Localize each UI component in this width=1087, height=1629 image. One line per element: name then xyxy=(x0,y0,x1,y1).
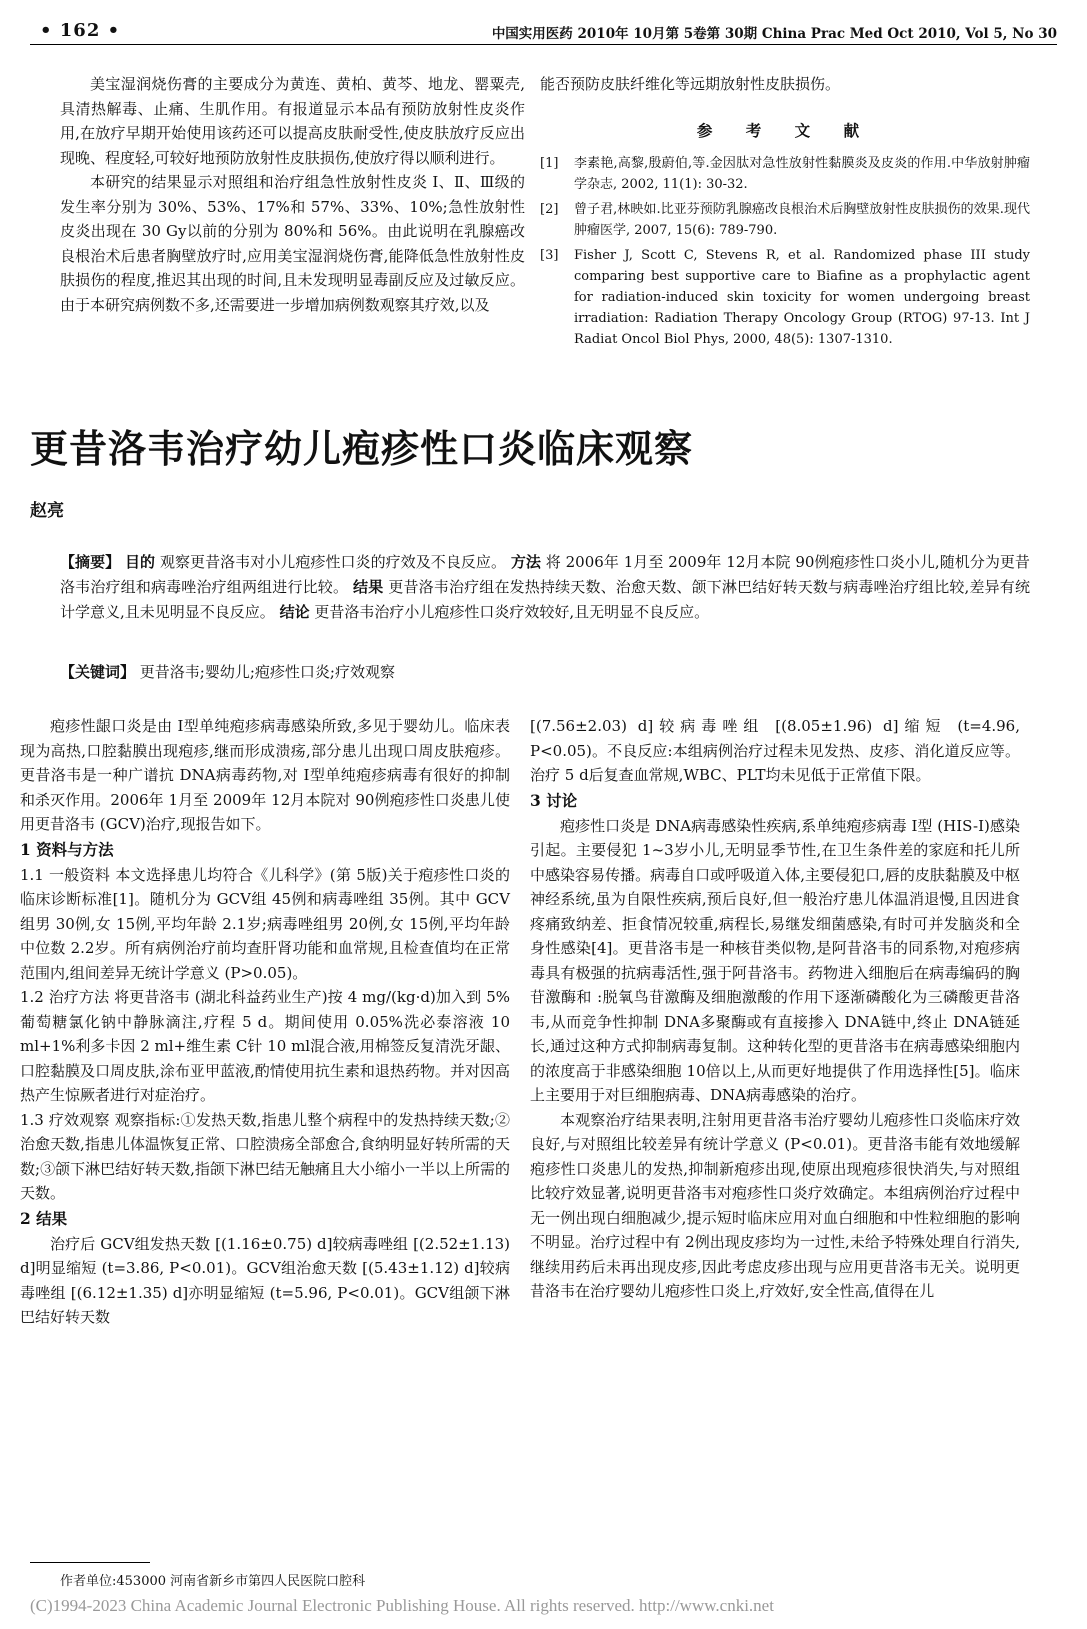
reference-number: [3] xyxy=(540,248,559,263)
abstract-text: 更昔洛韦治疗小儿疱疹性口炎疗效较好,且无明显不良反应。 xyxy=(314,603,710,621)
abstract xyxy=(60,550,1030,625)
prev-paragraph: 本研究的结果显示对照组和治疗组急性放射性皮炎 Ⅰ、Ⅱ、Ⅲ级的发生率分别为 30%、53%、17%和 57%、33%、10%;急性放射性皮炎出现在 30 Gy以前的分别为 80%和 56%。由此说明在乳腺癌改良根治术后患者胸壁放疗时,应用美宝湿润烧伤膏,能降低急性放射性皮肤损伤的程度,推迟其出现的时间,且未发现明显毒副反应及过敏反应。由于本研究病例数不多,还需要进一步增加病例数观察其疗效,以及 xyxy=(60,173,525,314)
body-paragraph: 1.2 治疗方法 将更昔洛韦 (湖北科益药业生产)按 4 mg/(kg·d)加入到 5%葡萄糖氯化钠中静脉滴注,疗程 5 d。期间使用 0.05%洗必泰溶液 10 ml+1%利多卡因 2 ml+维生素 C针 10 ml混合液,用棉签反复清洗牙龈、口腔黏膜及口周皮肤,涂布亚甲蓝液,酌情使用抗生素和退热药物。并对因高热产生惊厥者进行对症治疗。 xyxy=(20,988,510,1104)
body-paragraph: 1.3 疗效观察 观察指标:①发热天数,指患儿整个病程中的发热持续天数;②治愈天数,指患儿体温恢复正常、口腔溃疡全部愈合,食纳明显好转所需的天数;③颌下淋巴结好转天数,指颌下淋巴结无触痛且大小缩小一半以上所需的天数。 xyxy=(20,1110,510,1202)
prev-article-left-column xyxy=(60,72,525,317)
body-paragraph: 治疗后 GCV组发热天数 [(1.16±0.75) d]较病毒唑组 [(2.52±1.13) d]明显缩短 (t=3.86, P<0.01)。GCV组治愈天数 [(5.43±1.12) d]较病毒唑组 [(6.12±1.35) d]亦明显缩短 (t=5.96, P<0.01)。GCV组颌下淋巴结好转天数 xyxy=(20,1234,510,1326)
author-affiliation-footnote: 作者单位:453000 河南省新乡市第四人民医院口腔科 xyxy=(60,1574,366,1589)
body-paragraph: 疱疹性龈口炎是由 Ⅰ型单纯疱疹病毒感染所致,多见于婴幼儿。临床表现为高热,口腔黏膜出现疱疹,继而形成溃疡,部分患儿出现口周皮肤疱疹。更昔洛韦是一种广谱抗 DNA病毒药物,对 Ⅰ型单纯疱疹病毒有很好的抑制和杀灭作用。2006年 1月至 2009年 12月本院对 90例疱疹性口炎患儿使用更昔洛韦 (GCV)治疗,现报告如下。 xyxy=(20,717,510,833)
reference-text: 李素艳,高黎,殷蔚伯,等.金因肽对急性放射性黏膜炎及皮炎的作用.中华放射肿瘤学杂志, 2002, 11(1): 30-32. xyxy=(574,156,1030,192)
abstract-section-label: 方法 xyxy=(510,553,541,571)
reference-item xyxy=(540,199,1030,241)
section-heading: 3 讨论 xyxy=(530,790,578,810)
abstract-text: 更昔洛韦治疗组在发热持续天数、治愈天数、颌下淋巴结好转天数与病毒唑治疗组比较,差异有统计学意义,且未见明显不良反应。 xyxy=(60,578,1030,621)
article-title: 更昔洛韦治疗幼儿疱疹性口炎临床观察 xyxy=(30,427,694,471)
keywords xyxy=(60,660,1030,685)
footnote-divider xyxy=(30,1562,150,1563)
references-heading: 参 考 文 献 xyxy=(696,120,874,140)
body-paragraph: 本观察治疗结果表明,注射用更昔洛韦治疗婴幼儿疱疹性口炎临床疗效良好,与对照组比较差异有统计学意义 (P<0.01)。更昔洛韦能有效地缓解疱疹性口炎患儿的发热,抑制新疱疹出现,使原出现疱疹很快消失,与对照组比较疗效显著,说明更昔洛韦对疱疹性口炎疗效确定。本组病例治疗过程中无一例出现白细胞减少,提示短时临床应用对血白细胞和中性粒细胞的影响不明显。治疗过程中有 2例出现皮疹均为一过性,未给予特殊处理自行消失,继续用药后未再出现皮疹,因此考虑皮疹出现与应用更昔洛韦无关。说明更昔洛韦在治疗婴幼儿疱疹性口炎上,疗效好,安全性高,值得在儿 xyxy=(530,1110,1020,1300)
body-paragraph: 1.1 一般资料 本文选择患儿均符合《儿科学》(第 5版)关于疱疹性口炎的临床诊断标准[1]。随机分为 GCV组 45例和病毒唑组 35例。其中 GCV组男 30例,女 15例,平均年龄 2.1岁;病毒唑组男 20例,女 15例,平均年龄中位数 2.2岁。所有病例治疗前均查肝肾功能和血常规,且检查值均在正常范围内,组间差异无统计学意义 (P>0.05)。 xyxy=(20,865,510,982)
abstract-text: 观察更昔洛韦对小儿疱疹性口炎的疗效及不良反应。 xyxy=(159,553,507,571)
journal-citation: 中国实用医药 2010年 10月第 5卷第 30期 China Prac Med Oct 2010, Vol 5, No 30 xyxy=(491,26,1057,42)
body-paragraph: [(7.56±2.03) d]较病毒唑组 [(8.05±1.96) d]缩短 (t=4.96, P<0.05)。不良反应:本组病例治疗过程未见发热、皮疹、消化道反应等。治疗 5 d后复查血常规,WBC、PLT均未见低于正常值下限。 xyxy=(530,717,1020,784)
reference-number: [1] xyxy=(540,156,559,171)
abstract-text: 将 2006年 1月至 2009年 12月本院 90例疱疹性口炎小儿,随机分为更昔洛韦治疗组和病毒唑治疗组两组进行比较。 xyxy=(60,553,1030,596)
reference-item xyxy=(540,153,1030,195)
page-number: • 162 • xyxy=(40,20,121,41)
reference-number: [2] xyxy=(540,202,559,217)
abstract-section-label: 结果 xyxy=(353,578,384,596)
reference-item xyxy=(540,245,1030,350)
prev-paragraph: 能否预防皮肤纤维化等远期放射性皮肤损伤。 xyxy=(540,75,841,93)
abstract-section-label: 目的 xyxy=(125,553,156,571)
keywords-text: 更昔洛韦;婴幼儿;疱疹性口炎;疗效观察 xyxy=(139,663,395,681)
reference-text: Fisher J, Scott C, Stevens R, et al. Randomized phase III study comparing best supportive care to Biafine as a prophylactic agent for radiation-induced skin toxicity for women undergoing breast irradiation: Radiation Therapy Oncology Group (RTOG) 97-13. Int J Radiat Oncol Biol Phys, 2000, 48(5): 1307-1310. xyxy=(574,248,1030,347)
prev-article-right-column xyxy=(540,72,1030,354)
reference-text: 曾子君,林映如.比亚芬预防乳腺癌改良根治术后胸壁放射性皮肤损伤的效果.现代肿瘤医学, 2007, 15(6): 789-790. xyxy=(574,202,1030,238)
section-heading: 1 资料与方法 xyxy=(20,839,114,859)
article-author: 赵亮 xyxy=(30,501,64,521)
abstract-section-label: 结论 xyxy=(279,603,310,621)
body-paragraph: 疱疹性口炎是 DNA病毒感染性疾病,系单纯疱疹病毒 Ⅰ型 (HIS-Ⅰ)感染引起。主要侵犯 1~3岁小儿,无明显季节性,在卫生条件差的家庭和托儿所中感染容易传播。病毒自口或呼吸道入体,主要侵犯口,唇的皮肤黏膜及中枢神经系统,虽为自限性疾病,预后良好,但一般治疗患儿体温消退慢,且因进食疼痛致纳差、拒食情况较重,病程长,易继发细菌感染,有时可并发脑炎和全身性感染[4]。更昔洛韦是一种核苷类似物,是阿昔洛韦的同系物,对疱疹病毒具有极强的抗病毒活性,强于阿昔洛韦。药物进入细胞后在病毒编码的胸苷激酶和 :脱氧鸟苷激酶及细胞激酸的作用下逐渐磷酸化为三磷酸更昔洛韦,从而竞争性抑制 DNA多聚酶或有直接掺入 DNA链中,终止 DNA链延长,通过这种方式抑制病毒复制。这种转化型的更昔洛韦在病毒感染细胞内的浓度高于非感染细胞 10倍以上,从而更好地提供了作用选择性[5]。临床上主要用于对巨细胞病毒、DNA病毒感染的治疗。 xyxy=(530,816,1020,1104)
abstract-label: 【摘要】 xyxy=(60,553,121,571)
running-header xyxy=(30,16,1057,45)
article-right-column xyxy=(530,714,1020,1304)
keywords-label: 【关键词】 xyxy=(60,663,136,681)
article-left-column xyxy=(20,714,510,1330)
copyright-watermark: (C)1994-2023 China Academic Journal Electronic Publishing House. All rights reserved. http://www.cnki.net xyxy=(30,1596,774,1615)
section-heading: 2 结果 xyxy=(20,1208,68,1228)
prev-paragraph: 美宝湿润烧伤膏的主要成分为黄连、黄柏、黄芩、地龙、罂粟壳,具清热解毒、止痛、生肌作用。有报道显示本品有预防放射性皮炎作用,在放疗早期开始使用该药还可以提高皮肤耐受性,使皮肤放疗反应出现晚、程度轻,可较好地预防放射性皮肤损伤,使放疗得以顺利进行。 xyxy=(60,75,525,167)
